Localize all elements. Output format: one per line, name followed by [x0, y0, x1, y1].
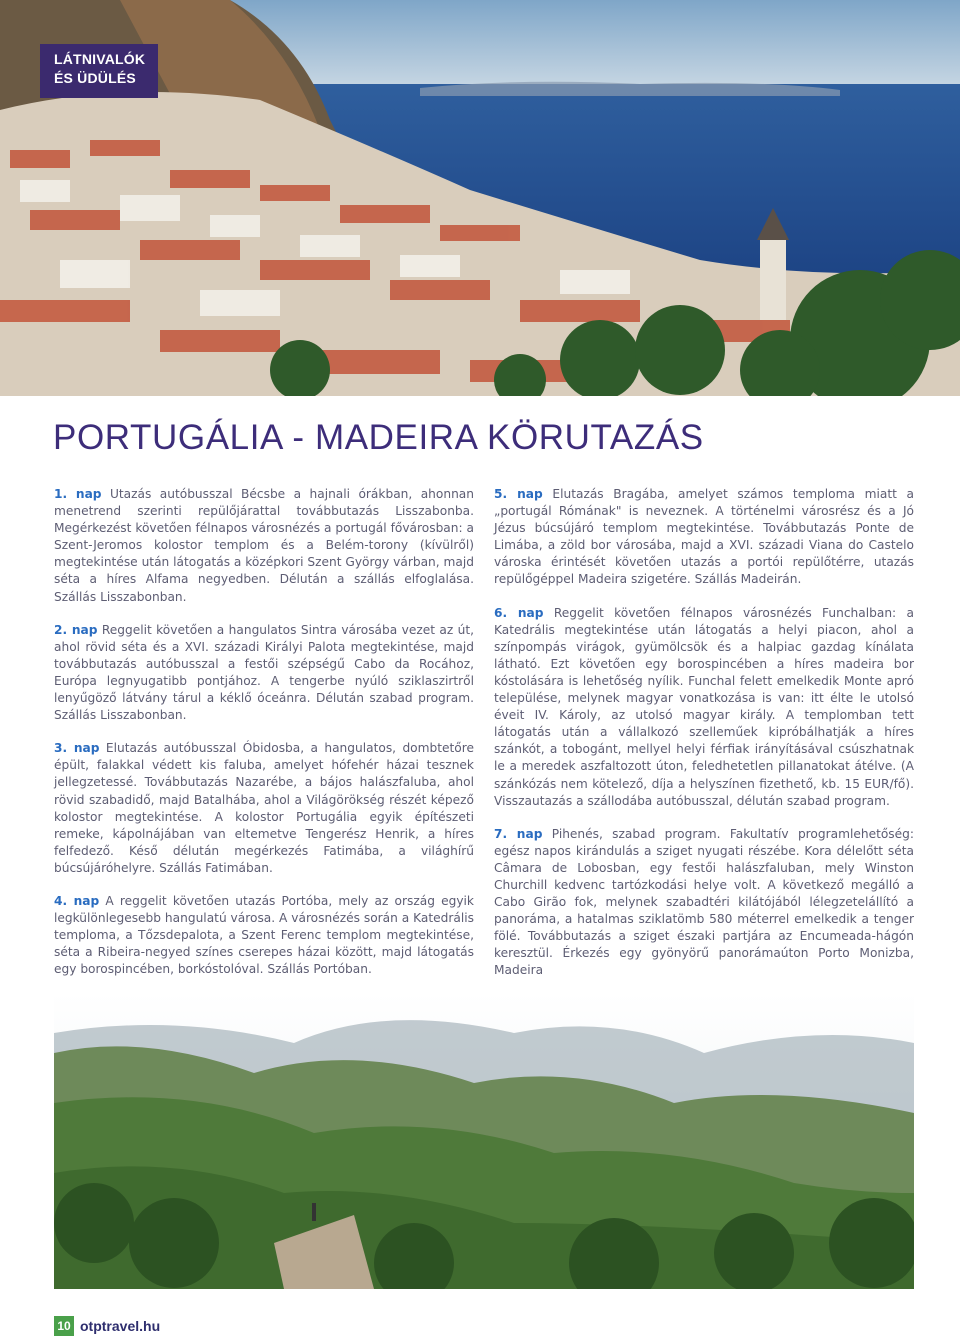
- page-number: 10: [54, 1316, 74, 1336]
- day-4: [54, 893, 474, 978]
- day-6: [494, 605, 914, 810]
- day-4-text: A reggelit követően utazás Portóba, mely az ország egyik legkülönlegesebb hangulatú városa. A városnézés során a Katedrális temploma, a Tőzsdepalota, a Szent Ferenc templom megtekintése, séta a Ribeira-negyed színes cserepes házai között, majd látogatás egy borospincében, borkóstolóval. Szállás Portóban.: [54, 893, 474, 977]
- day-3-text: Elutazás autóbusszal Óbidosba, a hangulatos, dombtetőre épült, falakkal védett kis faluba, amelyet hófehér házai tesznek jellegzetessé. Továbbutazás Nazarébe, a bájos halászfaluba, ahol rövid szabadidő, majd Batalhába, ahol a Világörökség részét képező kolostor megtekintése. A kolostor Portugália egyik építészeti remeke, kápolnájában van eltemetve Tengerész Henrik, a híres felfedező. Késő délután megérkezés Fatimába, a világhírű búcsújáróhelyre. Szállás Fatimában.: [54, 741, 474, 875]
- badge-line1: LÁTNIVALÓK: [54, 51, 146, 67]
- day-1-text: Utazás autóbusszal Bécsbe a hajnali órákban, ahonnan menetrend szerinti repülőjárattal továbbutazás Lisszabonba. Megérkezést követően félnapos városnézés a portugál fővárosban: a Szent-Jeromos kolostor templom és a Belém-torony (kívülről) megtekintése után látogatás a középkori Szent György várban, majd séta a híres Alfama negyedben. Délután a szállás elfoglalása. Szállás Lisszabonban.: [54, 487, 474, 604]
- site-link[interactable]: otptravel.hu: [80, 1318, 161, 1334]
- left-column: [54, 486, 474, 994]
- day-2: [54, 622, 474, 725]
- day-5: [494, 486, 914, 589]
- day-3: [54, 740, 474, 877]
- day-4-label: 4. nap: [54, 893, 100, 908]
- day-2-label: 2. nap: [54, 622, 98, 637]
- day-3-label: 3. nap: [54, 741, 100, 756]
- day-7: [494, 826, 914, 980]
- badge-line2: ÉS ÜDÜLÉS: [54, 70, 136, 86]
- right-column: [494, 486, 914, 996]
- day-1: [54, 486, 474, 606]
- day-6-text: Reggelit követően félnapos városnézés Funchalban: a Katedrális megtekintése után látogatás a helyi piacon, ahol a színpompás virágok, gyümölcsök és a halpiac gazdag kínálata látható. Ezt követően egy borospincében a híres madeira bor kóstolására is lehetőség nyílik. Funchal felett emelkedik Monte apró települése, melynek magyar vonatkozása is van: itt élte le utolsó éveit IV. Károly, az utolsó magyar király. A templomban tett látogatás után a vállalkozó szelleműek kipróbálhatják a híres szánkót, a tobogánt, mellyel helyi férfiak irányításával csúszhatnak le a meredek aszfaltozott úton, feledhetetlen pillanatokat átélve. (A szánkózás nem kötelező, díja a helyszínen fizethető, kb. 15 EUR/fő). Visszautazás a szállodába autóbusszal, délután szabad program.: [494, 605, 914, 808]
- mountain-viewpoint-photo: [54, 993, 914, 1289]
- page-title: PORTUGÁLIA - MADEIRA KÖRUTAZÁS: [53, 418, 704, 457]
- section-badge: [40, 44, 158, 98]
- day-5-label: 5. nap: [494, 487, 543, 501]
- day-7-label: 7. nap: [494, 826, 543, 841]
- day-5-text: Elutazás Bragába, amelyet számos temploma miatt a „portugál Rómának" is neveznek. A történelmi városrész és a Jó Jézus búcsújáró templom megtekintése. Továbbutazás Ponte de Limába, a zöld bor városába, majd a XVI. századi Viana do Castelo városka érintését követően utazás a portói repülőtérre, utazás repülőgéppel Madeira szigetére. Szállás Madeirán.: [494, 487, 914, 587]
- day-2-text: Reggelit követően a hangulatos Sintra városába vezet az út, ahol rövid séta és a XVI. századi Királyi Palota megtekintése, majd továbbutazás autóbusszal a festői szépségű Cabo da Rocához, Európa legnyugatibb pontjához. A tengerbe nyúló sziklaszirtről lenyűgöző látvány tárul a kéklő óceánra. Délután szabad program. Szállás Lisszabonban.: [54, 622, 474, 723]
- day-7-text: Pihenés, szabad program. Fakultatív programlehetőség: egész napos kirándulás a sziget nyugati részébe. Kora délelőtt séta Câmara de Lobosban, egy festői halászfaluban, mely Winston Churchill kedvenc tartózkodási helye volt. A következő megálló a Cabo Girão fok, melynek szabadtéri kilátójából lélegzetelállító a panoráma, a hatalmas sziklatömb 580 méterrel emelkedik a tenger fölé. Továbbutazás a sziget északi partjára az Encumeada-hágón keresztül. Érkezés egy gyönyörű panorámaúton Porto Monizba, Madeira: [494, 826, 914, 978]
- day-1-label: 1. nap: [54, 487, 102, 501]
- day-6-label: 6. nap: [494, 605, 544, 620]
- page-footer: [54, 1316, 160, 1336]
